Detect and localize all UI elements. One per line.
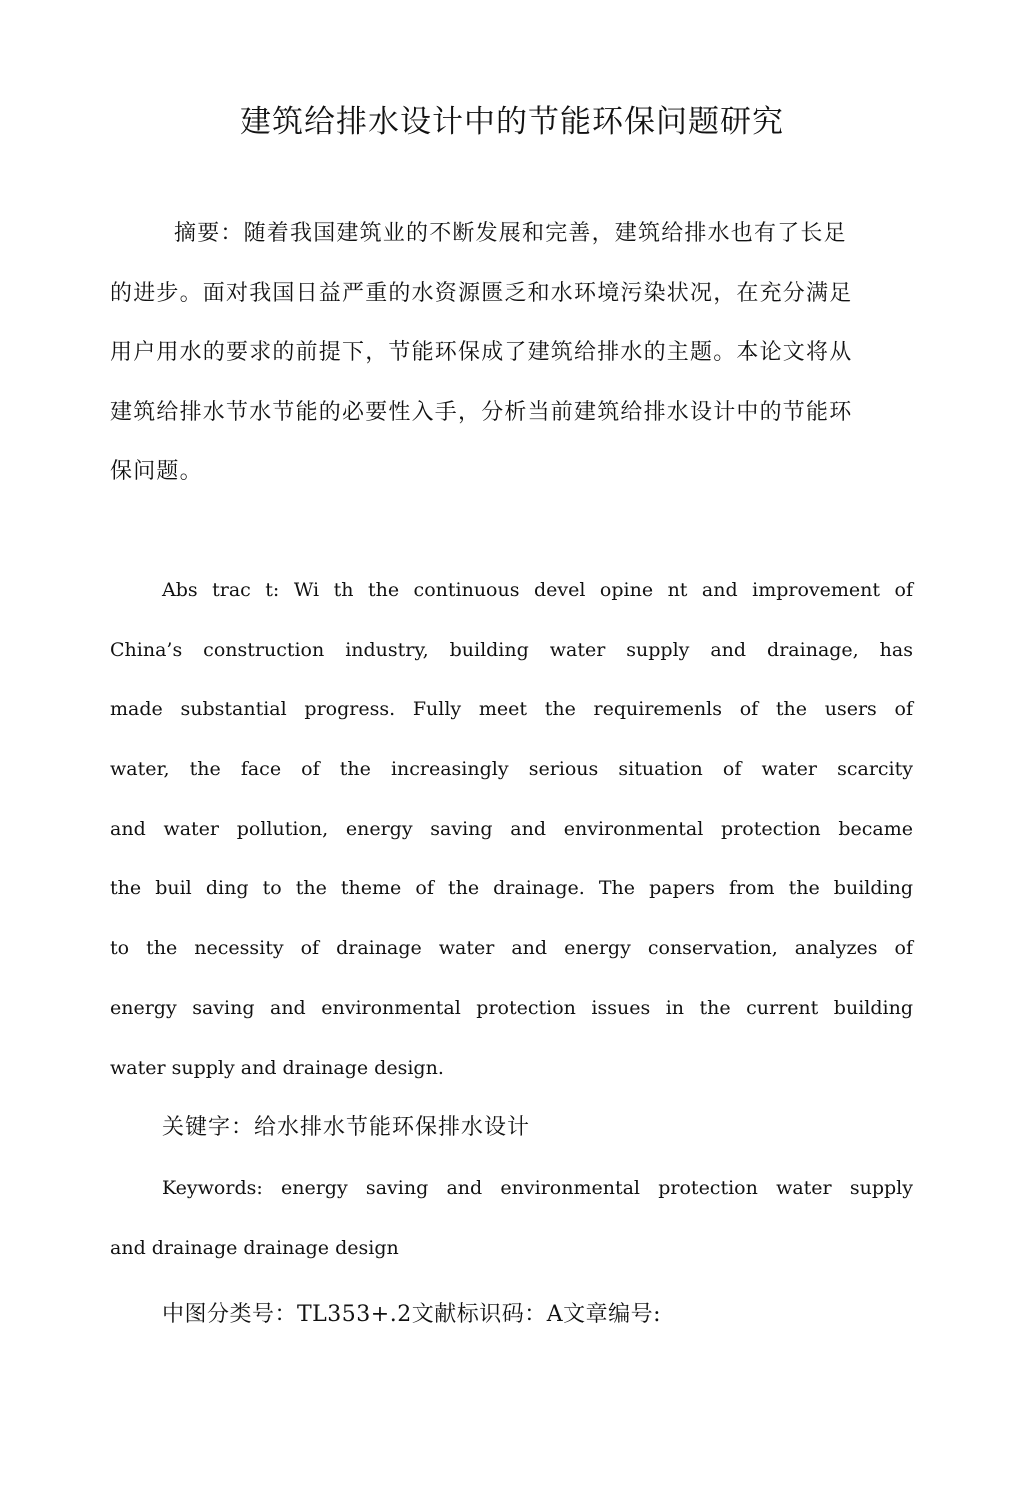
abstract-cn-line: 摘要：随着我国建筑业的不断发展和完善，建筑给排水也有了长足 <box>174 221 847 246</box>
abstract-english <box>110 570 913 1107</box>
abstract-en-line: Abs trac t: Wi th the continuous devel opine nt and improvement of <box>162 579 913 601</box>
abstract-en-line: energy saving and environmental protection issues in the current building <box>110 996 913 1019</box>
abstract-en-line: to the necessity of drainage water and energy conservation, analyzes of <box>110 937 913 960</box>
abstract-en-line: made substantial progress. Fully meet the requiremenls of the users of <box>110 698 913 721</box>
abstract-cn-line: 保问题。 <box>110 459 203 484</box>
abstract-cn-line: 用户用水的要求的前提下，节能环保成了建筑给排水的主题。本论文将从 <box>110 340 853 365</box>
abstract-chinese <box>110 212 870 510</box>
abstract-cn-line: 建筑给排水节水节能的必要性入手，分析当前建筑给排水设计中的节能环 <box>110 399 853 425</box>
abstract-en-line: water, the face of the increasingly serious situation of water scarcity <box>110 758 913 781</box>
classification-line: 中图分类号：TL353+.2文献标识码：A文章编号: <box>162 1302 661 1327</box>
abstract-en-line: and water pollution, energy saving and environmental protection became <box>110 817 913 840</box>
keywords-english <box>110 1168 913 1287</box>
keywords-en-line: Keywords: energy saving and environmental protection water supply <box>162 1177 913 1199</box>
keywords-chinese: 关键字：给水排水节能环保排水设计 <box>162 1115 531 1140</box>
abstract-en-line: China’s construction industry, building water supply and drainage, has <box>110 638 913 661</box>
keywords-en-line: and drainage drainage design <box>110 1236 399 1259</box>
page-title: 建筑给排水设计中的节能环保问题研究 <box>240 104 784 140</box>
abstract-cn-line: 的进步。面对我国日益严重的水资源匮乏和水环境污染状况，在充分满足 <box>110 280 853 306</box>
abstract-en-line: water supply and drainage design. <box>110 1056 444 1079</box>
abstract-en-line: the buil ding to the theme of the drainage. The papers from the building <box>110 877 913 900</box>
